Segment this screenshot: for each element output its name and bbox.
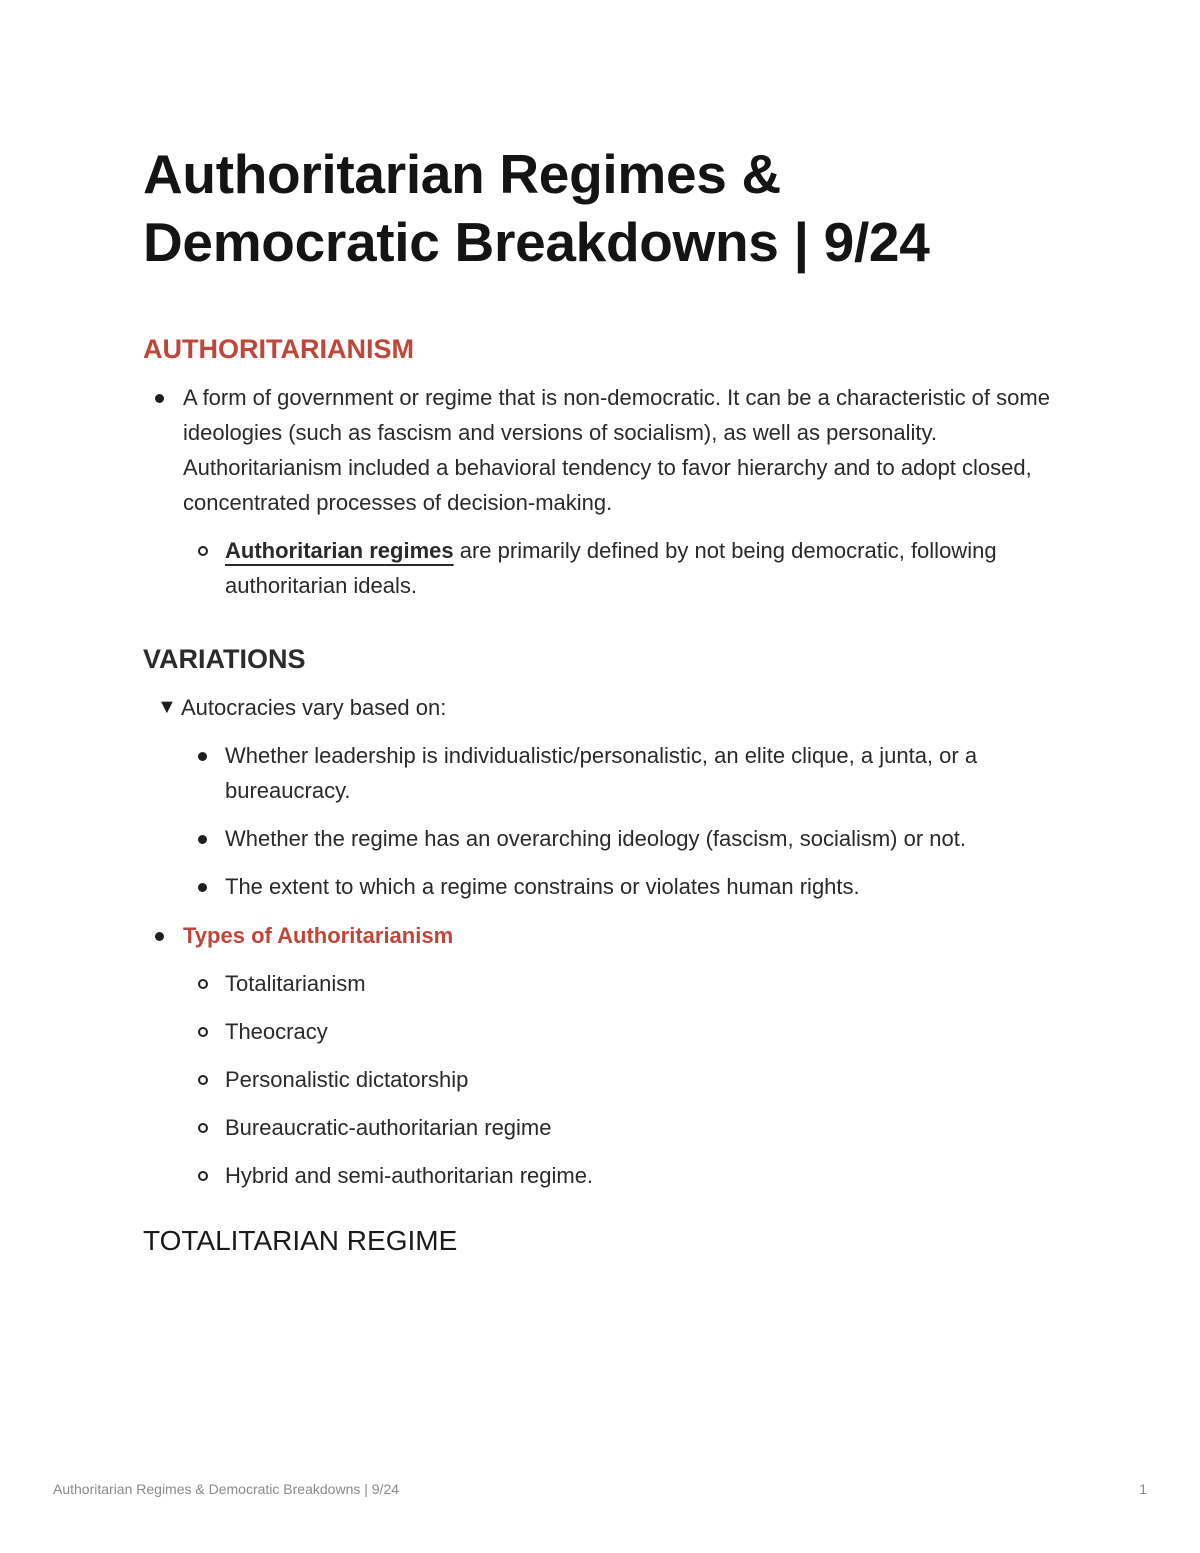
heading-variations: VARIATIONS xyxy=(143,644,306,674)
list-item: Bureaucratic-authoritarian regime xyxy=(143,1110,1063,1145)
variation-list xyxy=(143,738,1063,904)
authoritarian-regimes-description: are primarily defined by not being democratic, following authoritarian ideals. xyxy=(225,538,997,598)
list-item: Whether the regime has an overarching ideology (fascism, socialism) or not. xyxy=(143,821,1063,856)
authoritarian-regimes-term: Authoritarian regimes xyxy=(225,538,454,563)
autocracies-toggle-label: Autocracies vary based on: xyxy=(181,695,447,720)
list-item: Theocracy xyxy=(143,1014,1063,1049)
types-list xyxy=(143,918,1063,1193)
heading-authoritarianism: AUTHORITARIANISM xyxy=(143,334,414,364)
page-footer xyxy=(53,1479,1147,1499)
list-item: Whether leadership is individualistic/personalistic, an elite clique, a junta, or a bureaucracy. xyxy=(143,738,1063,808)
types-of-authoritarianism-label: Types of Authoritarianism xyxy=(183,923,454,948)
list-item: Hybrid and semi-authoritarian regime. xyxy=(143,1158,1063,1193)
page-title-line-2: Democratic Breakdowns | 9/24 xyxy=(143,211,930,273)
list-item: Totalitarianism xyxy=(143,966,1063,1001)
types-of-authoritarianism-item xyxy=(143,918,1063,953)
autocracies-toggle[interactable] xyxy=(143,690,1063,725)
authoritarian-regimes-note xyxy=(143,533,1063,603)
list-item: Personalistic dictatorship xyxy=(143,1062,1063,1097)
page-title-line-1: Authoritarian Regimes & xyxy=(143,143,781,205)
heading-totalitarian-regime: TOTALITARIAN REGIME xyxy=(143,1225,458,1256)
triangle-down-icon[interactable]: ▼ xyxy=(157,696,177,718)
authoritarianism-list xyxy=(143,380,1063,603)
list-item: The extent to which a regime constrains or violates human rights. xyxy=(143,869,1063,904)
document-page xyxy=(143,140,1063,1258)
page-title xyxy=(143,140,1063,276)
authoritarianism-definition: A form of government or regime that is non-democratic. It can be a characteristic of some ideologies (such as fascism and versions of socialism), as well as personality. Authoritarianism included a behavioral tendency to favor hierarchy and to adopt closed, concentrated processes of decision-making. xyxy=(143,380,1063,520)
footer-title: Authoritarian Regimes & Democratic Breakdowns | 9/24 xyxy=(53,1481,400,1497)
page-number: 1 xyxy=(1139,1481,1147,1497)
